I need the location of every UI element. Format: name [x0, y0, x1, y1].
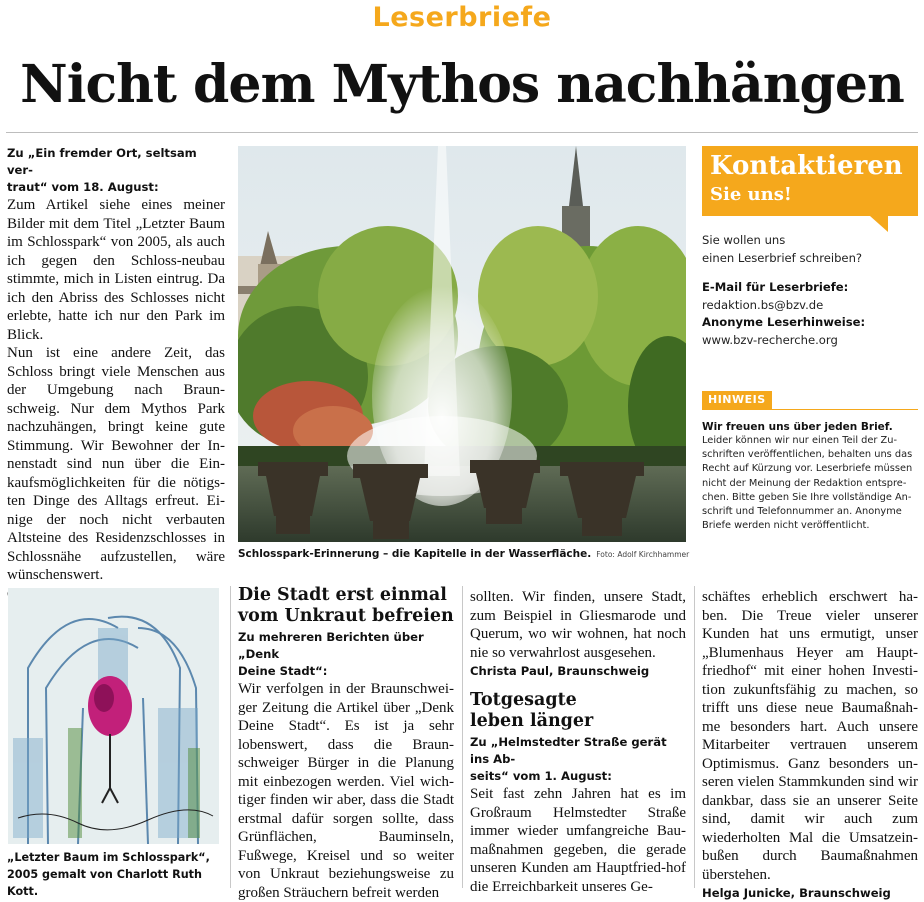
letter-body: Zum Artikel siehe eines meiner Bilder mit dem Titel „Letzter Baum im Schlosspark“ von 2005, als auch ich gegen den Schloss-neubau stimmte, mich in Listen eintrug. Da ich den Abriss des Schlosses nicht erlebte, hatte ich nur den Park im Blick. Nun ist eine andere Zeit, das Schloss bringt viele Menschen aus der Umgebung nach Braun-schweig. Nur dem Mythos Park nachzuhängen, bringt keine gute Stimmung. Wir Bewohner der In-nenstadt sind nun über die Ein-kaufsmöglichkeiten für die nötigs-ten Dinge des Alltags erfreut. Ei-nige der noch nicht verbauten Altsteine des Residenzschlosses in Schlossnähe aufzustellen, wäre wünschenswert.: [7, 197, 225, 583]
letter-body: Wir verfolgen in der Braunschwei-ger Zeitung die Artikel über „Denk Deine Stadt“. Es ist ja sehr lobenswert, dass die Braun-schweiger Bürger in die Planung mit einbezogen werden. Viel wich-tiger finden wir aber, dass die Stadt erstmal dafür sorgen sollte, dass Grünflächen, Bauminseln, Fußwege, Kreisel und so weiter von Unkraut beziehungsweise zu großen Sträuchern befreit werden: [238, 681, 454, 901]
painting-illustration: [8, 588, 219, 844]
letter-kott: [7, 145, 225, 621]
letter-paul-continued: [470, 588, 686, 680]
letter-body: Seit fast zehn Jahren hat es im Großraum Helmstedter Straße immer wieder umfangreiche Bau-maßnahmen gegeben, die gerade unseren Kunden am Hauptfried-hof die Erreichbarkeit unseres Ge-: [470, 786, 686, 895]
contact-info: [702, 232, 918, 349]
fountain-photo: [238, 146, 686, 542]
column-divider: [462, 586, 463, 888]
photo-credit: Foto: Adolf Kirchhammer: [596, 550, 690, 559]
photo-caption-text: Schlosspark-Erinnerung – die Kapitelle in der Wasserfläche.: [238, 548, 592, 560]
notice-lead: Wir freuen uns über jeden Brief.: [702, 421, 893, 433]
painting-caption: „Letzter Baum im Schlosspark“, 2005 gemalt von Charlott Ruth Kott.: [7, 851, 210, 898]
letter-kicker: Zu „Helmstedter Straße gerät ins Ab- seits“ vom 1. August:: [470, 735, 667, 783]
page-headline: Nicht dem Mythos nachhängen: [20, 54, 904, 115]
speech-bubble-tail-icon: [870, 216, 888, 232]
contact-box: [702, 146, 918, 216]
section-title: Leserbriefe: [372, 2, 552, 33]
notice-divider: [702, 409, 918, 410]
photo-caption: [238, 548, 698, 560]
anonymous-tips-label: Anonyme Leserhinweise:: [702, 315, 866, 329]
letter-headline: Totgesagte leben länger: [470, 690, 594, 731]
notice-badge: HINWEIS: [702, 391, 772, 409]
contact-title: Kontaktieren: [710, 151, 903, 181]
notice-text: Leider können wir nur einen Teil der Zu- schriften veröffentlichen, behalten uns das Recht auf Kürzung vor. Leserbriefe müssen nicht der Meinung der Redaktion entspre- chen. Bitte geben Sie Ihre vollständige An- schrift und Telefonnummer an. Anonyme Briefe werden nicht veröffentlicht.: [702, 435, 913, 532]
contact-banner: [702, 146, 918, 216]
letter-body: sollten. Wir finden, unsere Stadt, zum Beispiel in Gliesmarode und Querum, wo wir wohnen, hat noch nie so verwahrlost ausgesehen.: [470, 589, 686, 661]
email-link[interactable]: redaktion.bs@bzv.de: [702, 297, 824, 312]
letter-body: schäftes erheblich erschwert ha-ben. Die Treue vieler unserer Kunden hat uns ermutigt, unser „Blumenhaus Heyer am Haupt-friedhof“ mit einer hohen Investi-tion zukunftsfähig zu machen, so trifft uns diese neue Baumaßnah-me besonders hart. Auch unsere Mitarbeiter vertrauen unserem Optimismus. Ganz besonders un-seren vielen Stammkunden sind wir dankbar, dass sie an unserer Seite sind, damit wir auch zum wiederholten Mal die Umsatzein-bußen durch Baumaßnahmen überstehen.: [702, 589, 918, 883]
email-label: E-Mail für Leserbriefe:: [702, 280, 849, 294]
letter-signature: Helga Junicke, Braunschweig: [702, 886, 891, 900]
letter-junicke-continued: [702, 588, 918, 902]
column-divider: [694, 586, 695, 888]
anonymous-tips-link[interactable]: www.bzv-recherche.org: [702, 332, 838, 347]
letter-paul: [238, 585, 454, 902]
contact-intro: Sie wollen uns einen Leserbrief schreiben?: [702, 233, 863, 265]
notice-box: [702, 420, 918, 533]
header-divider: [6, 132, 918, 133]
letter-kicker: Zu mehreren Berichten über „Denk Deine Stadt“:: [238, 630, 424, 678]
letter-signature: Christa Paul, Braunschweig: [470, 664, 650, 678]
letter-headline: Die Stadt erst einmal vom Unkraut befreien: [238, 585, 454, 626]
column-divider: [230, 586, 231, 888]
letter-kicker: Zu „Ein fremder Ort, seltsam ver- traut“ vom 18. August:: [7, 146, 197, 194]
letter-junicke: [470, 690, 686, 896]
contact-subtitle: Sie uns!: [710, 184, 792, 205]
